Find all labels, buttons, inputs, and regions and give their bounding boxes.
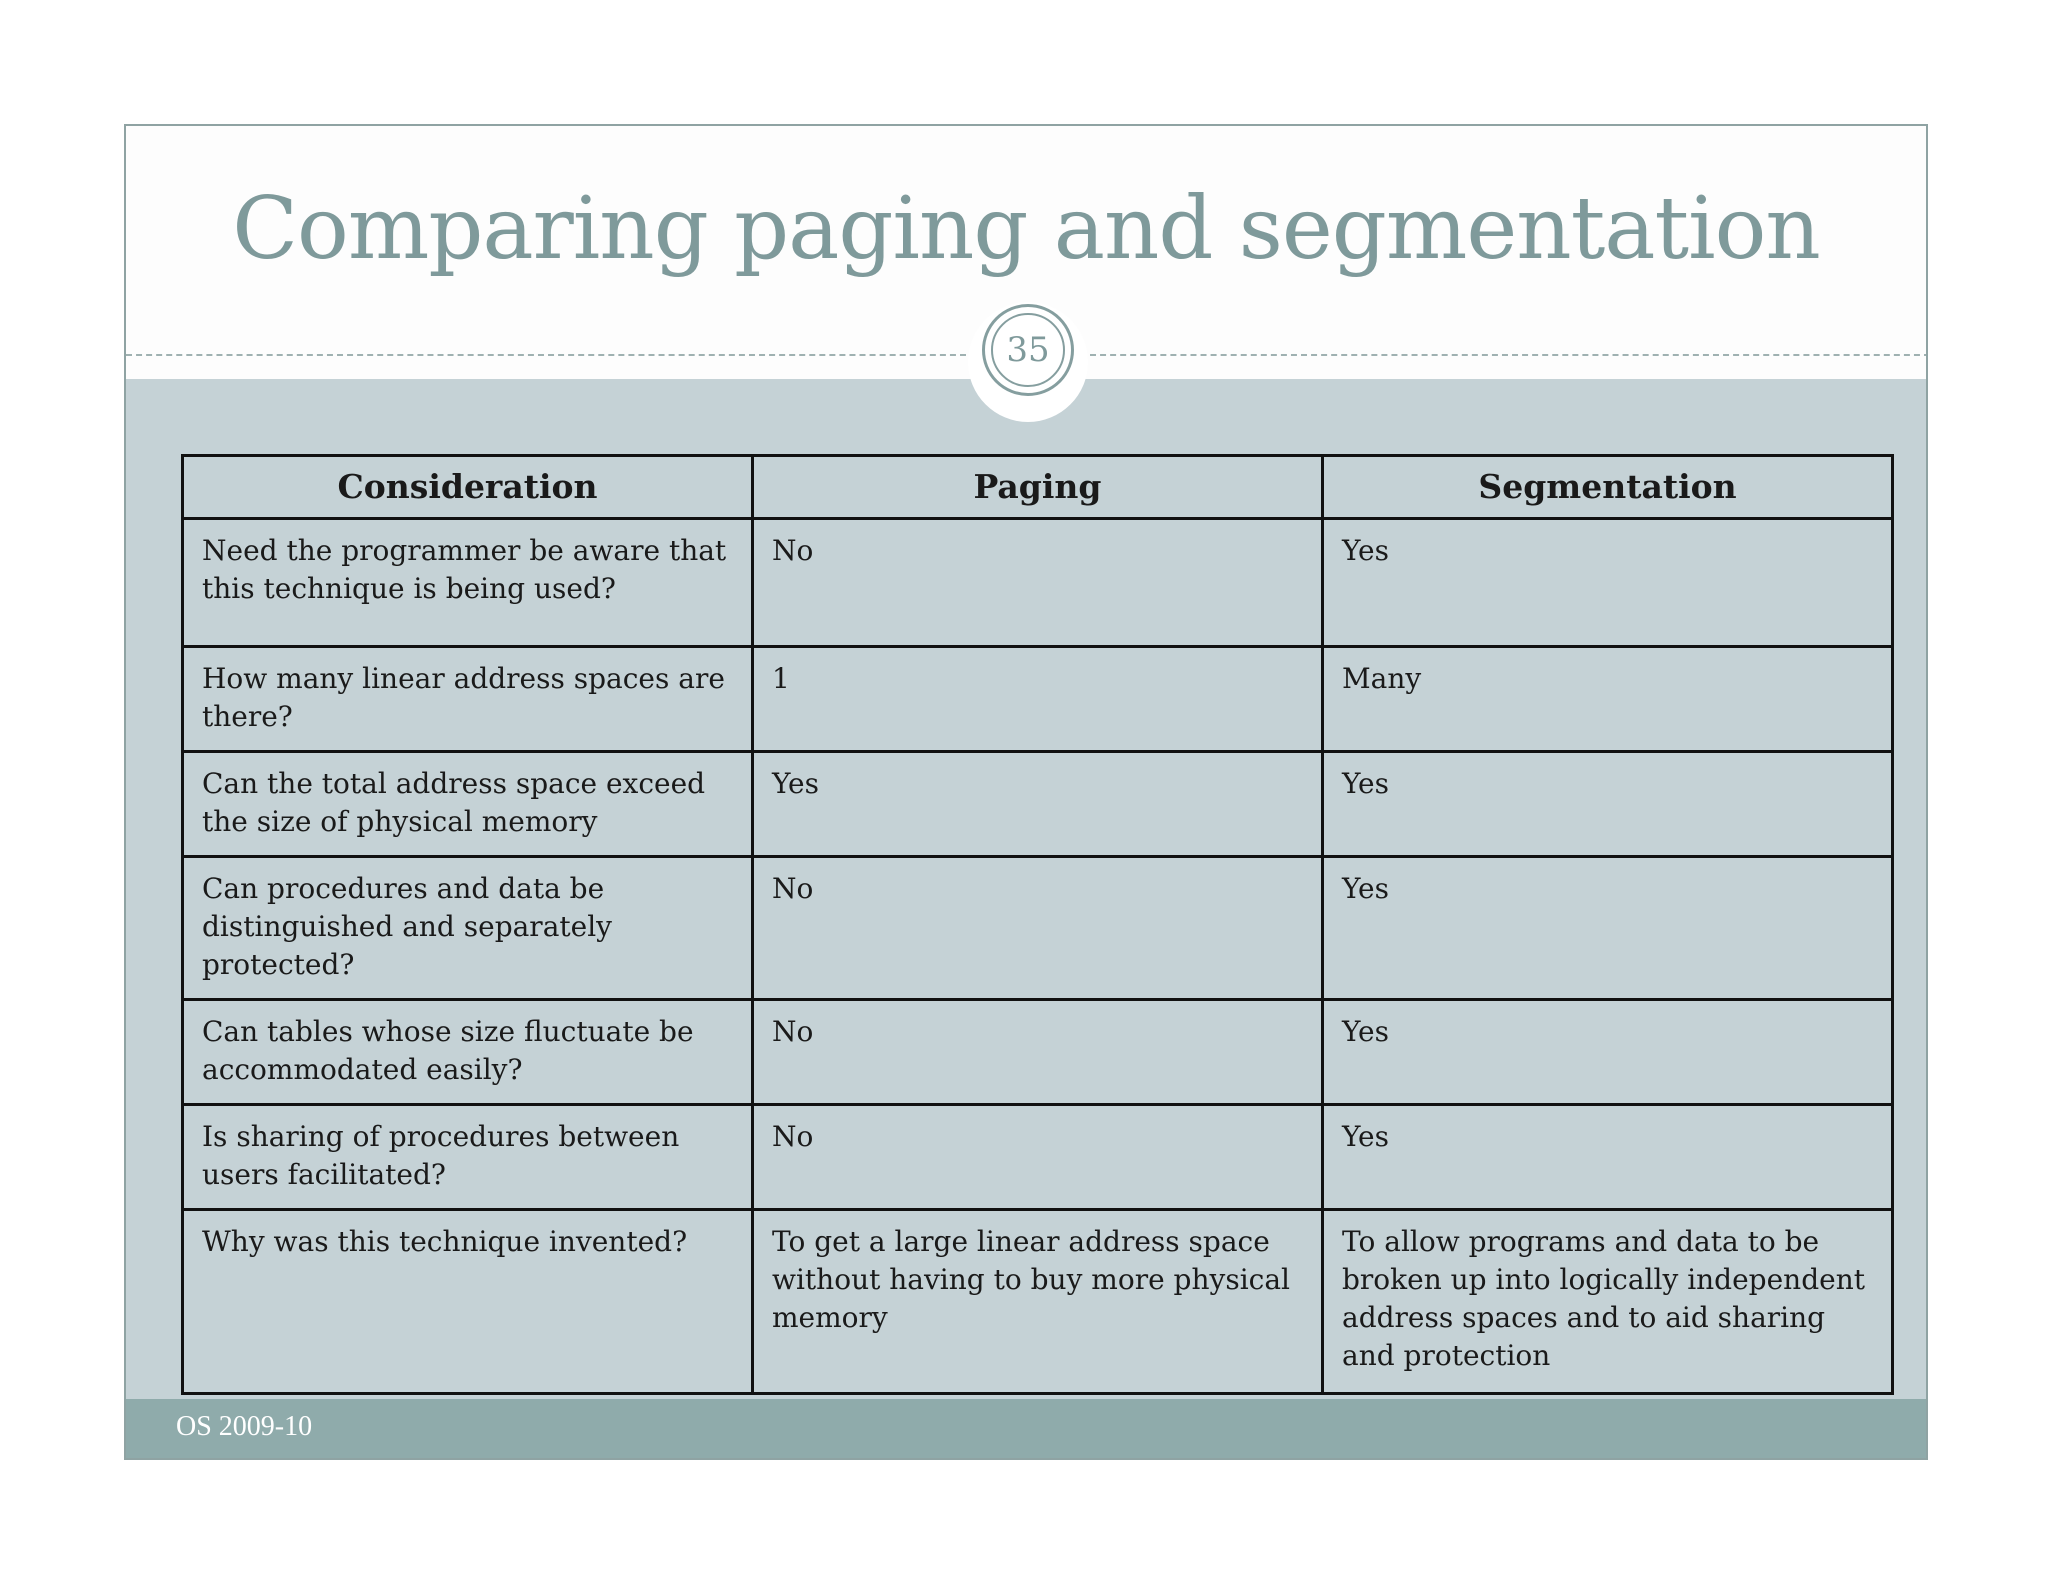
divider-right — [1090, 354, 1928, 356]
comparison-table — [181, 454, 1894, 1395]
table-row — [183, 857, 1893, 1000]
slide-title: Comparing paging and segmentation — [232, 179, 1820, 279]
table-row — [183, 752, 1893, 857]
cell-consideration: Why was this technique invented? — [183, 1210, 753, 1394]
cell-segmentation: To allow programs and data to be broken up into logically independent address spaces and to aid sharing and protection — [1323, 1210, 1893, 1394]
table-row — [183, 647, 1893, 752]
header-consideration: Consideration — [183, 456, 753, 519]
cell-consideration: How many linear address spaces are there? — [183, 647, 753, 752]
cell-segmentation: Many — [1323, 647, 1893, 752]
table-row — [183, 1105, 1893, 1210]
cell-segmentation: Yes — [1323, 857, 1893, 1000]
table-header-row — [183, 456, 1893, 519]
cell-paging: No — [753, 857, 1323, 1000]
header-paging: Paging — [753, 456, 1323, 519]
cell-paging: Yes — [753, 752, 1323, 857]
table-row — [183, 1210, 1893, 1394]
cell-paging: To get a large linear address space without having to buy more physical memory — [753, 1210, 1323, 1394]
cell-paging: No — [753, 519, 1323, 647]
cell-consideration: Can procedures and data be distinguished and separately protected? — [183, 857, 753, 1000]
cell-consideration: Can the total address space exceed the size of physical memory — [183, 752, 753, 857]
cell-paging: No — [753, 1000, 1323, 1105]
footer-text: OS 2009-10 — [176, 1411, 313, 1442]
table-row — [183, 1000, 1893, 1105]
page-number: 35 — [991, 313, 1065, 387]
cell-paging: No — [753, 1105, 1323, 1210]
cell-segmentation: Yes — [1323, 519, 1893, 647]
cell-segmentation: Yes — [1323, 1105, 1893, 1210]
cell-segmentation: Yes — [1323, 752, 1893, 857]
cell-consideration: Need the programmer be aware that this technique is being used? — [183, 519, 753, 647]
cell-consideration: Is sharing of procedures between users facilitated? — [183, 1105, 753, 1210]
cell-consideration: Can tables whose size fluctuate be accommodated easily? — [183, 1000, 753, 1105]
divider-left — [126, 354, 966, 356]
page-number-badge — [982, 304, 1074, 396]
cell-paging: 1 — [753, 647, 1323, 752]
table-row — [183, 519, 1893, 647]
cell-segmentation: Yes — [1323, 1000, 1893, 1105]
footer-bar — [126, 1399, 1926, 1460]
header-segmentation: Segmentation — [1323, 456, 1893, 519]
